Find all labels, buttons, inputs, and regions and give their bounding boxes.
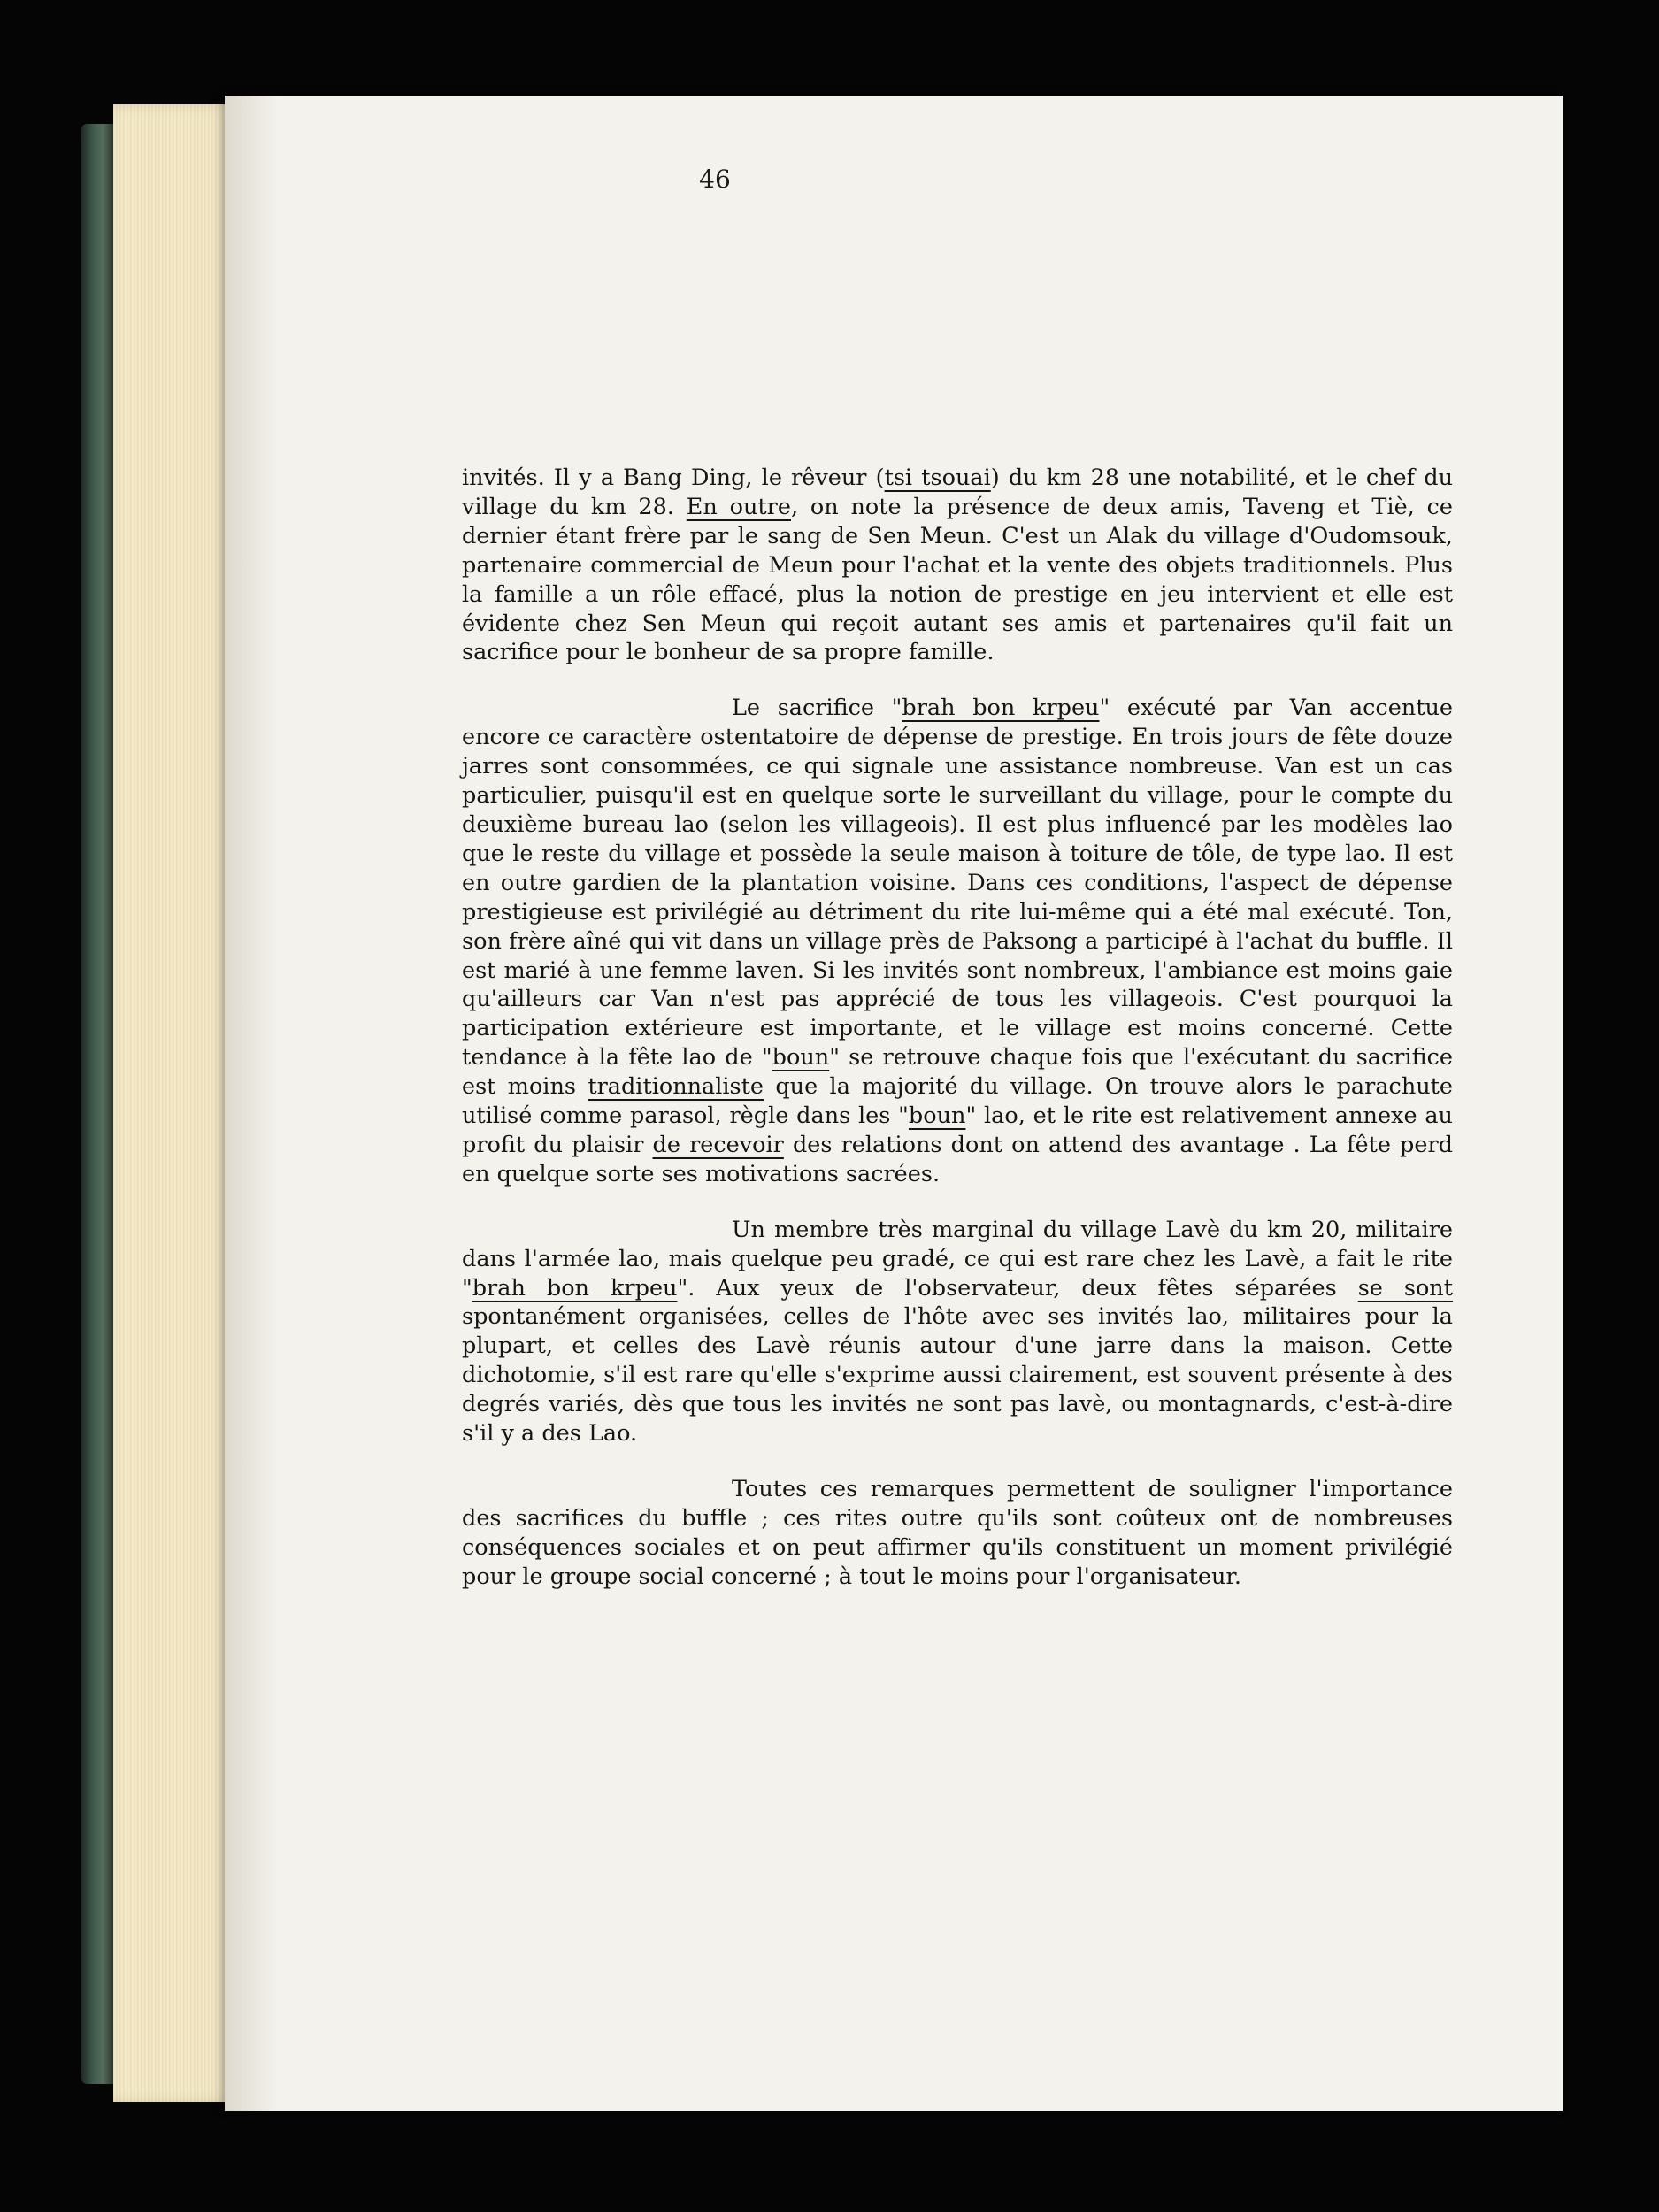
text-run: que la majorité du village. On trouve alors le parachute utilisé comme parasol, règle dans les " (462, 1073, 1453, 1130)
paragraph-4 (462, 1475, 1453, 1592)
text-run: " se retrouve chaque fois que l'exécutant du sacrifice est moins (462, 1044, 1454, 1101)
book-page-edges (113, 104, 234, 2102)
text-run: Le sacrifice " (732, 695, 902, 722)
underlined-term: boun (772, 1044, 830, 1071)
text-body (462, 464, 1453, 1592)
underlined-term: brah bon krpeu (472, 1274, 678, 1302)
text-run: " exécuté par Van accentue encore ce caractère ostentatoire de dépense de prestige. En trois jours de fête douze jarres sont consommées, ce qui signale une assistance nombreuse. Van est un cas particulier, puisqu'il est en quelque sorte le surveillant du village, pour le compte du deuxième bureau lao (selon les villageois). Il est plus influencé par les modèles lao que le reste du village et possède la seule maison à toiture de tôle, de type lao. Il est en outre gardien de la plantation voisine. Dans ces conditions, l'aspect de dépense prestigieuse est privilégié au détriment du rite lui-même qui a été mal exécuté. Ton, son frère aîné qui vit dans un village près de Paksong a participé à l'achat du buffle. Il est marié à une femme laven. Si les invités sont nombreux, l'ambiance est moins gaie qu'ailleurs car Van n'est pas apprécié de tous les villageois. C'est pourquoi la participation extérieure est importante, et le village est moins concerné. Cette tendance à la fête lao de " (462, 695, 1453, 1071)
gutter-shadow (225, 96, 278, 2111)
underlined-term: tsi tsouai (884, 465, 991, 491)
text-run: des relations dont on attend des avantage . La fête perd en quelque sorte ses motivations sacrées. (462, 1131, 1453, 1187)
text-run: spontanément organisées, celles de l'hôte avec ses invités lao, militaires pour la plupart, et celles des Lavè réunis autour d'une jarre dans la maison. Cette dichotomie, s'il est rare qu'elle s'exprime aussi clairement, est souvent présente à des degrés variés, dès que tous les invités ne sont pas lavè, ou montagnards, c'est-à-dire s'il y a des Lao. (462, 1303, 1453, 1448)
paragraph-3 (462, 1216, 1453, 1448)
underlined-term: brah bon krpeu (902, 695, 1100, 722)
text-run: , on note la présence de deux amis, Taveng et Tiè, ce dernier étant frère par le sang de Sen Meun. C'est un Alak du village d'Oudomsouk, partenaire commercial de Meun pour l'achat et la vente des objets traditionnels. Plus la famille a un rôle effacé, plus la notion de prestige en jeu intervient et elle est évidente chez Sen Meun qui reçoit autant ses amis et partenaires qu'il fait un sacrifice pour le bonheur de sa propre famille. (462, 493, 1453, 666)
page-number: 46 (699, 165, 731, 194)
underlined-term: traditionnaliste (588, 1073, 764, 1101)
paragraph-1 (462, 464, 1453, 667)
underlined-term: En outre (686, 493, 791, 520)
underlined-term: se sont (1357, 1274, 1453, 1302)
text-run: invités. Il y a Bang Ding, le rêveur ( (462, 465, 885, 491)
text-run: Toutes ces remarques permettent de souligner l'importance des sacrifices du buffle ; ces rites outre qu'ils sont coûteux ont de nombreuses conséquences sociales et on peut affirmer qu'ils constituent un moment privilégié pour le groupe social concerné ; à tout le moins pour l'organisateur. (462, 1476, 1453, 1590)
text-run: " lao, et le rite est relativement annexe au profit du plaisir (462, 1102, 1453, 1158)
underlined-term: de recevoir (652, 1131, 784, 1158)
text-run: Un membre très marginal du village Lavè du km 20, militaire dans l'armée lao, mais quelque peu gradé, ce qui est rare chez les Lavè, a fait le rite " (462, 1216, 1453, 1302)
text-run: ". Aux yeux de l'observateur, deux fêtes séparées (677, 1274, 1358, 1302)
paragraph-2 (462, 694, 1453, 1188)
text-run: ) du km 28 une notabilité, et le chef du village du km 28. (462, 465, 1453, 520)
underlined-term: boun (908, 1102, 966, 1130)
